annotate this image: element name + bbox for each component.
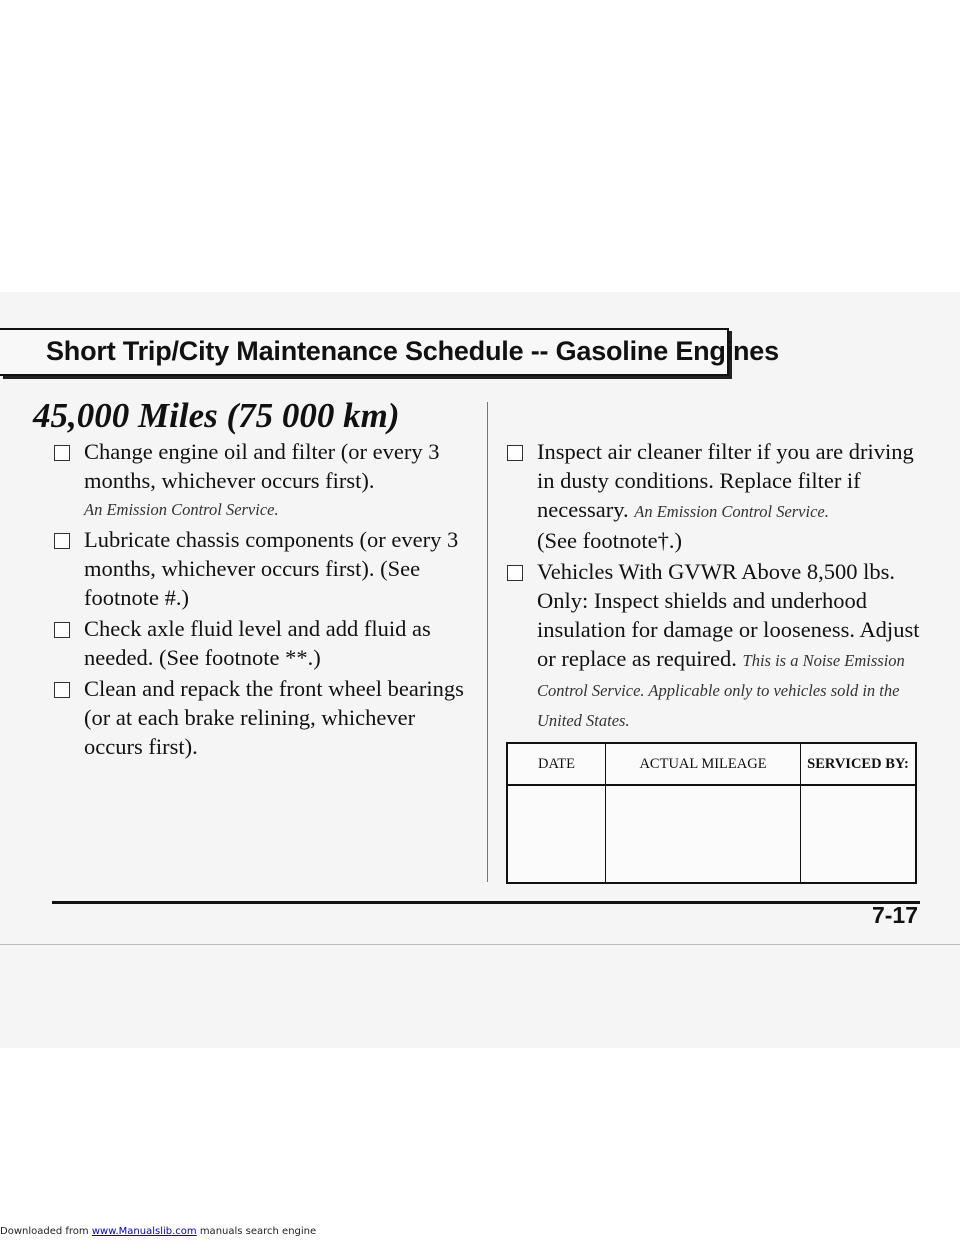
download-footer <box>0 1226 316 1237</box>
checklist-item <box>505 437 925 555</box>
item-text: Check axle fluid level and add fluid as needed. (See footnote **.) <box>84 616 431 670</box>
date-header: DATE <box>507 743 606 785</box>
manual-page <box>0 292 960 1048</box>
table-row <box>507 785 916 883</box>
item-text: Inspect air cleaner filter if you are driving in dusty conditions. Replace filter if necessary. <box>537 439 914 522</box>
footer-prefix: Downloaded from <box>0 1226 92 1237</box>
mileage-cell[interactable] <box>606 785 801 883</box>
banner-title: Short Trip/City Maintenance Schedule -- Gasoline Engines <box>46 336 779 366</box>
schedule-banner <box>0 328 779 376</box>
checkbox-icon[interactable] <box>54 445 70 461</box>
column-divider <box>487 402 488 882</box>
item-text: Change engine oil and filter (or every 3 months, whichever occurs first). <box>84 439 440 493</box>
serviced-by-cell[interactable] <box>801 785 917 883</box>
item-text: Vehicles With GVWR Above 8,500 lbs. Only: Inspect shields and underhood insulation for damage or looseness. Adjust or replace as required. <box>537 559 920 671</box>
serviced-by-header: SERVICED BY: <box>801 743 917 785</box>
footer-suffix: manuals search engine <box>196 1226 317 1237</box>
checkbox-icon[interactable] <box>54 533 70 549</box>
mileage-header: ACTUAL MILEAGE <box>606 743 801 785</box>
item-tail: (See footnote†.) <box>537 528 682 553</box>
item-note: An Emission Control Service. <box>634 502 829 521</box>
checkbox-icon[interactable] <box>507 445 523 461</box>
section-title: 45,000 Miles (75 000 km) <box>33 396 400 435</box>
checklist-item <box>52 437 464 523</box>
checklist-item <box>52 525 464 612</box>
item-text: Clean and repack the front wheel bearings (or at each brake relining, whichever occurs first). <box>84 676 464 759</box>
manualslib-link[interactable]: www.Manualslib.com <box>91 1226 197 1237</box>
service-log-table <box>506 742 917 884</box>
bottom-rule <box>52 901 920 904</box>
page-edge-rule <box>0 944 960 945</box>
checkbox-icon[interactable] <box>507 565 523 581</box>
checkbox-icon[interactable] <box>54 682 70 698</box>
checkbox-icon[interactable] <box>54 622 70 638</box>
right-column <box>505 437 925 736</box>
date-cell[interactable] <box>507 785 606 883</box>
item-note: This is a Noise Emission Control Service. Applicable only to vehicles sold in the United States. <box>537 651 905 730</box>
checklist-item <box>52 614 464 672</box>
page-number: 7-17 <box>871 902 918 928</box>
left-column <box>52 437 464 763</box>
checklist-item <box>505 557 925 734</box>
checklist-item <box>52 674 464 761</box>
table-header-row <box>507 743 916 785</box>
item-note: An Emission Control Service. <box>84 500 279 519</box>
item-text: Lubricate chassis components (or every 3 months, whichever occurs first). (See footnote #.) <box>84 527 459 610</box>
